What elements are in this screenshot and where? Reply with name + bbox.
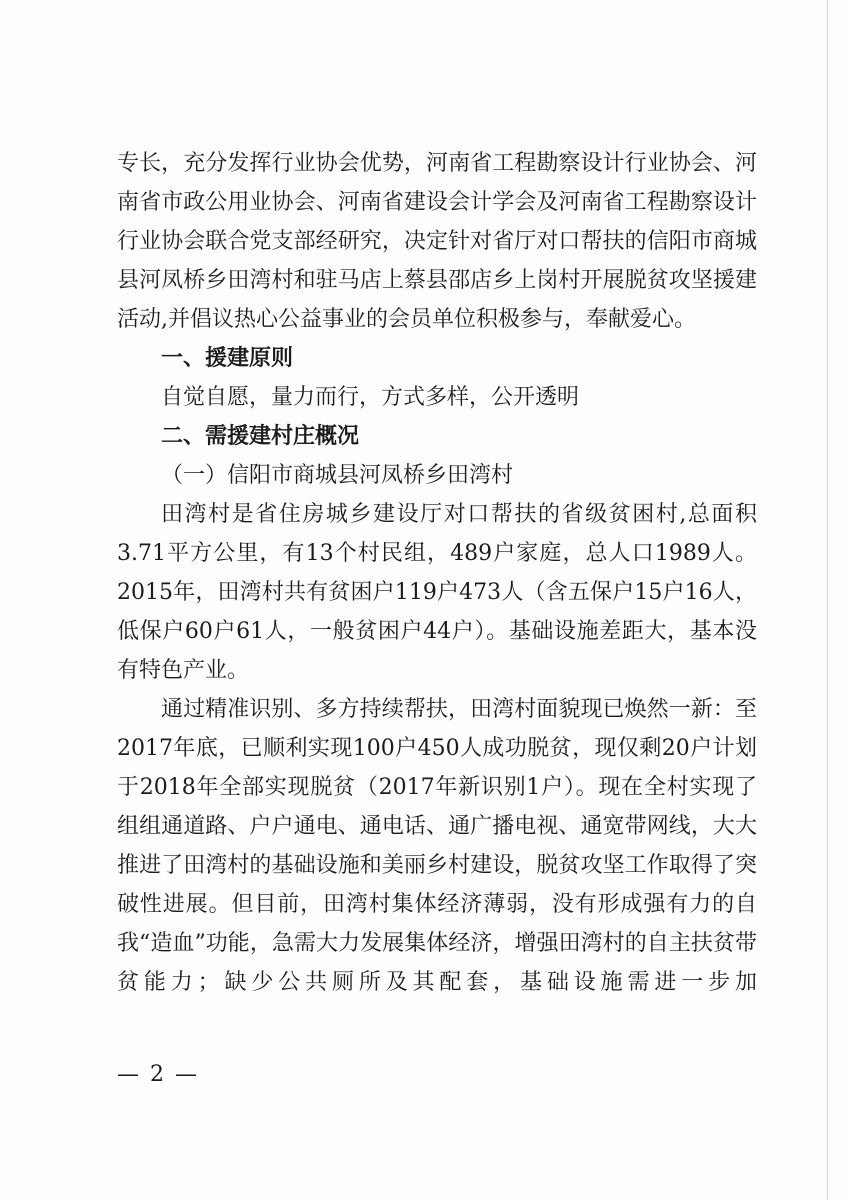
section-1-heading: 一、援建原则: [161, 346, 294, 371]
document-body: [117, 144, 757, 1002]
section-2-subheading: （一）信阳市商城县河凤桥乡田湾村: [161, 463, 514, 488]
page-number: — 2 —: [117, 1062, 199, 1087]
page-edge-line: [827, 0, 828, 1200]
intro-paragraph: 专长，充分发挥行业协会优势，河南省工程勘察设计行业协会、河南省市政公用业协会、河南省建设会计学会及河南省工程勘察设计行业协会联合党支部经研究，决定针对省厅对口帮扶的信阳市商城县河凤桥乡田湾村和驻马店上蔡县邵店乡上岗村开展脱贫攻坚援建活动,并倡议热心公益事业的会员单位积极参与，奉献爱心。: [117, 151, 757, 332]
section-1-text: 自觉自愿，量力而行，方式多样，公开透明: [161, 385, 580, 410]
section-2-paragraph-2: 通过精准识别、多方持续帮扶，田湾村面貌现已焕然一新：至2017年底，已顺利实现100户450人成功脱贫，现仅剩20户计划于2018年全部实现脱贫（2017年新识别1户）。现在全村实现了组组通道路、户户通电、通电话、通广播电视、通宽带网线，大大推进了田湾村的基础设施和美丽乡村建设，脱贫攻坚工作取得了突破性进展。但目前，田湾村集体经济薄弱，没有形成强有力的自我“造血”功能，急需大力发展集体经济，增强田湾村的自主扶贫带贫能力；缺少公共厕所及其配套，基础设施需进一步加: [117, 697, 757, 995]
section-2-paragraph-1: 田湾村是省住房城乡建设厅对口帮扶的省级贫困村,总面积3.71平方公里，有13个村民组，489户家庭，总人口1989人。2015年，田湾村共有贫困户119户473人（含五保户15户16人，低保户60户61人，一般贫困户44户）。基础设施差距大，基本没有特色产业。: [117, 502, 757, 683]
section-2-heading: 二、需援建村庄概况: [161, 424, 360, 449]
